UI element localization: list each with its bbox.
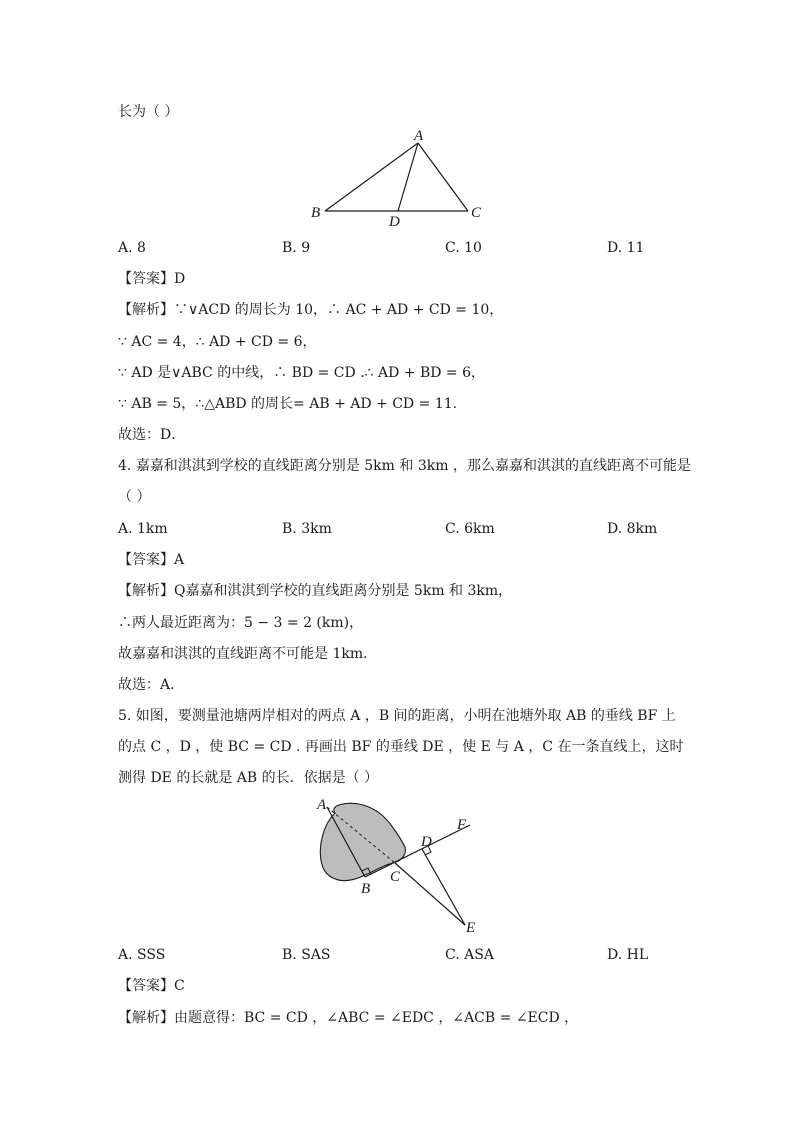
answer-value: D <box>174 271 186 287</box>
segment-de <box>422 849 465 925</box>
q4-analysis-line-2: ∴两人最近距离为：5 − 3 = 2 (km)， <box>118 615 364 631</box>
label-d: D <box>421 834 432 850</box>
q3-analysis-line-3: ∵ AD 是∨ABC 的中线，∴ BD = CD .∴ AD + BD = 6， <box>118 365 486 381</box>
q3-option-a: A. 8 <box>118 240 146 256</box>
q4-analysis-line-1: 【解析】Q嘉嘉和淇淇到学校的直线距离分别是 5km 和 3km， <box>118 583 513 599</box>
q3-option-b: B. 9 <box>282 240 311 256</box>
segment-ad <box>398 143 418 211</box>
answer-value: C <box>174 978 185 994</box>
q4-option-a: A. 1km <box>118 521 168 537</box>
q4-answer <box>118 551 184 569</box>
label-c: C <box>471 205 482 221</box>
q3-answer <box>118 270 185 288</box>
triangle-figure <box>300 125 500 230</box>
q5-analysis-line-1: 【解析】由题意得：BC = CD ，∠ABC = ∠EDC ，∠ACB = ∠ECD ， <box>118 1010 579 1026</box>
q4-analysis-line-3: 故嘉嘉和淇淇的直线距离不可能是 1km． <box>118 646 378 662</box>
q5-option-a: A. SSS <box>118 947 166 963</box>
q4-option-b: B. 3km <box>282 521 332 537</box>
label-a: A <box>414 128 424 144</box>
q4-analysis-line-4: 故选：A． <box>118 677 185 693</box>
label-b: B <box>361 881 371 897</box>
label-d: D <box>389 214 400 230</box>
label-e: E <box>466 920 476 935</box>
q5-option-c: C. ASA <box>445 947 494 963</box>
q4-option-c: C. 6km <box>445 521 495 537</box>
answer-label: 【答案】 <box>118 552 174 568</box>
answer-label: 【答案】 <box>118 271 174 287</box>
q3-analysis-line-4: ∵ AB = 5，∴△ABD 的周长= AB + AD + CD = 11. <box>118 396 458 412</box>
label-c: C <box>390 869 401 885</box>
q3-analysis-line-1: 【解析】∵∨ACD 的周长为 10，∴ AC + AD + CD = 10， <box>118 302 504 318</box>
q5-option-d: D. HL <box>607 947 649 963</box>
q5-answer <box>118 977 185 995</box>
label-a: A <box>317 797 327 813</box>
segment-ab <box>325 143 418 211</box>
pond-figure <box>305 795 490 935</box>
analysis-label: 【解析】 <box>118 583 174 599</box>
q5-stem-line-3: 测得 DE 的长就是 AB 的长．依据是（ ） <box>118 770 379 786</box>
q3-stem-tail: 长为（ ） <box>118 104 179 120</box>
segment-ce <box>395 863 465 925</box>
q5-option-b: B. SAS <box>282 947 331 963</box>
label-f: F <box>457 817 467 833</box>
q3-option-d: D. 11 <box>607 240 645 256</box>
analysis-label: 【解析】 <box>118 302 174 318</box>
q3-analysis-line-5: 故选：D． <box>118 427 186 443</box>
segment-ac <box>418 143 468 211</box>
q5-stem-line-1: 5. 如图，要测量池塘两岸相对的两点 A ，B 间的距离，小明在池塘外取 AB 的垂线 BF 上 <box>118 708 676 724</box>
analysis-label: 【解析】 <box>118 1010 174 1026</box>
answer-value: A <box>174 552 185 568</box>
answer-label: 【答案】 <box>118 978 174 994</box>
q4-stem-line-2: （ ） <box>118 489 151 505</box>
q4-option-d: D. 8km <box>607 521 658 537</box>
label-b: B <box>311 205 321 221</box>
q4-stem-line-1: 4. 嘉嘉和淇淇到学校的直线距离分别是 5km 和 3km ，那么嘉嘉和淇淇的直线距离不可能是 <box>118 458 691 474</box>
q5-stem-line-2: 的点 C ，D ，使 BC = CD . 再画出 BF 的垂线 DE ，使 E 与 A ，C 在一条直线上，这时 <box>118 739 684 755</box>
q3-analysis-line-2: ∵ AC = 4，∴ AD + CD = 6， <box>118 334 317 350</box>
q3-option-c: C. 10 <box>445 240 482 256</box>
